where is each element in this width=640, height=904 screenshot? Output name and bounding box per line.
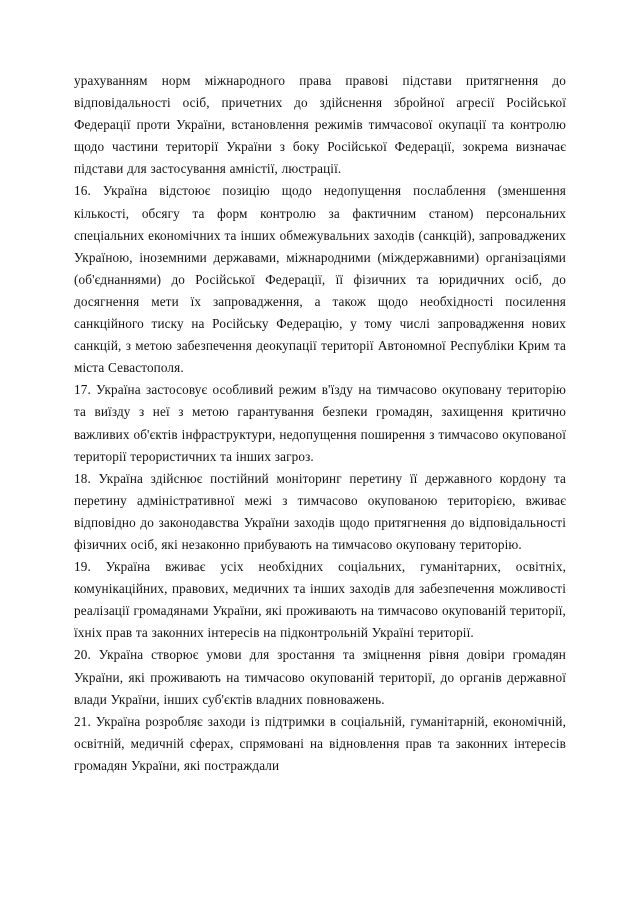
paragraph-19: 19. Україна вживає усіх необхідних соціальних, гуманітарних, освітніх, комунікаційних, правових, медичних та інших заходів для забезпечення можливості реалізації громадянами України, які проживають на тимчасово окупованій території, їхніх прав та законних інтересів на підконтрольній Україні території. [74,559,566,641]
document-body [74,70,566,777]
paragraph-17: 17. Україна застосовує особливий режим в'їзду на тимчасово окуповану територію та виїзду з неї з метою гарантування безпеки громадян, захищення критично важливих об'єктів інфраструктури, недопущення поширення з тимчасово окупованої території терористичних та інших загроз. [74,382,566,464]
paragraph-21: 21. Україна розробляє заходи із підтримки в соціальній, гуманітарній, економічній, освітній, медичній сферах, спрямовані на відновлення прав та законних інтересів громадян України, які постраждали [74,713,566,773]
paragraph-18: 18. Україна здійснює постійний моніторинг перетину її державного кордону та перетину адміністративної межі з тимчасово окупованою територією, вживає відповідно до законодавства України заходів щодо притягнення до відповідальності фізичних осіб, які незаконно прибувають на тимчасово окуповану територію. [74,470,566,552]
paragraph-continuation: урахуванням норм міжнародного права правові підстави притягнення до відповідальності осіб, причетних до здійснення збройної агресії Російської Федерації проти України, встановлення режимів тимчасової окупації та контролю щодо частини території України з боку Російської Федерації, зокрема визначає підстави для застосування амністії, люстрації. [74,73,566,177]
paragraph-20: 20. Україна створює умови для зростання та зміцнення рівня довіри громадян України, які проживають на тимчасово окупованій території, до органів державної влади України, інших суб'єктів владних повноважень. [74,647,566,707]
paragraph-16: 16. Україна відстоює позицію щодо недопущення послаблення (зменшення кількості, обсягу та форм контролю за фактичним станом) персональних спеціальних економічних та інших обмежувальних заходів (санкцій), запроваджених Україною, іноземними державами, міжнародними (міждержавними) організаціями (об'єднаннями) до Російської Федерації, її фізичних та юридичних осіб, до досягнення мети їх запровадження, а також щодо необхідності посилення санкційного тиску на Російську Федерацію, у тому числі запровадження нових санкцій, з метою забезпечення деокупації території Автономної Республіки Крим та міста Севастополя. [74,183,566,376]
